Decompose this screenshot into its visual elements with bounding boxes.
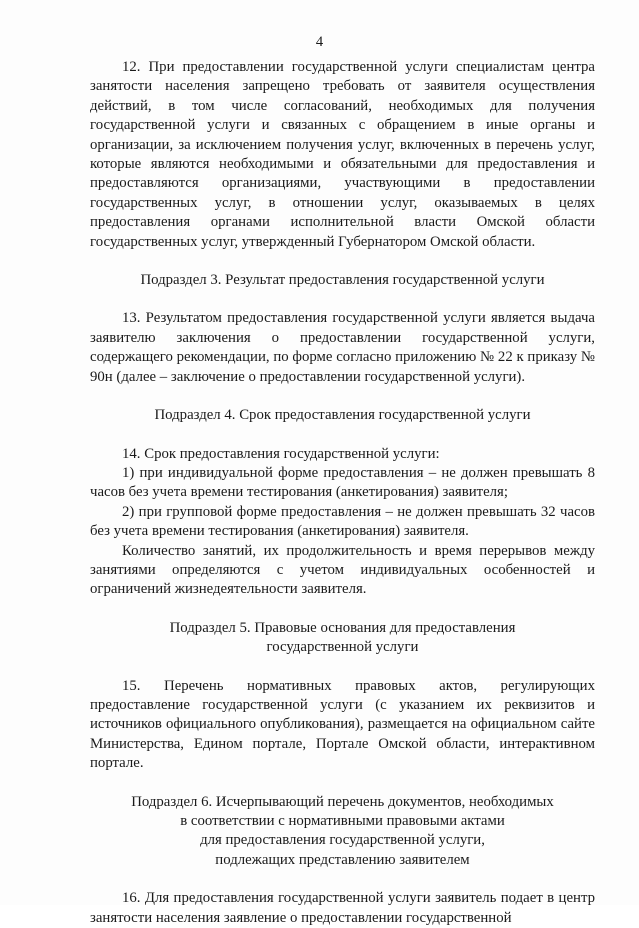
- subsection-6-heading-line-4: подлежащих представлению заявителем: [215, 851, 470, 868]
- subsection-4-heading: Подраздел 4. Срок предоставления государственной услуги: [154, 407, 531, 424]
- subsection-3-heading: Подраздел 3. Результат предоставления государственной услуги: [140, 272, 545, 289]
- subsection-6-heading-line-1: Подраздел 6. Исчерпывающий перечень документов, необходимых: [131, 793, 554, 810]
- paragraph-12: 12. При предоставлении государственной услуги специалистам центра занятости населения запрещено требовать от заявителя осуществления действий, в том числе согласований, необходимых для получения государственной услуги и связанных с обращением в иные органы и организации, за исключением получения услуг, включенных в перечень услуг, которые являются необходимыми и обязательными для предоставления и предоставляются организациями, участвующими в предоставлении государственных услуг, в отношении услуг, оказываемых в целях предоставления органами исполнительной власти Омской области государственных услуг, утвержденный Губернатором Омской области.: [90, 59, 595, 250]
- subsection-6-heading-line-2: в соответствии с нормативными правовыми актами: [180, 813, 505, 829]
- paragraph-16: 16. Для предоставления государственной услуги заявитель подает в центр занятости населения заявление о предоставлении государственной: [90, 890, 595, 926]
- subsection-5-heading: [90, 619, 595, 658]
- paragraph-14-lessons: Количество занятий, их продолжительность и время перерывов между занятиями определяются с учетом индивидуальных особенностей и ограничений жизнедеятельности заявителя.: [90, 542, 595, 598]
- subsection-5-heading-line-1: Подраздел 5. Правовые основания для предоставления: [169, 619, 516, 636]
- subsection-5-heading-line-2: государственной услуги: [266, 639, 419, 656]
- page-number: 4: [315, 34, 324, 50]
- paragraph-14-item-2: 2) при групповой форме предоставления – не должен превышать 32 часов без учета времени тестирования (анкетирования) заявителя.: [90, 503, 595, 540]
- paragraph-13: 13. Результатом предоставления государственной услуги является выдача заявителю заключения о предоставлении государственной услуги, содержащего рекомендации, по форме согласно приложению № 22 к приказу № 90н (далее – заключение о предоставлении государственной услуги).: [90, 310, 595, 385]
- subsection-6-heading-line-3: для предоставления государственной услуги,: [200, 832, 485, 849]
- paragraph-15: 15. Перечень нормативных правовых актов, регулирующих предоставление государственной услуги (с указанием их реквизитов и источников официального опубликования), размещается на официальном сайте Министерства, Едином портале, Портале Омской области, интерактивном портале.: [90, 677, 595, 772]
- paragraph-14: 14. Срок предоставления государственной услуги:: [122, 445, 440, 462]
- paragraph-14-item-1: 1) при индивидуальной форме предоставления – не должен превышать 8 часов без учета времени тестирования (анкетирования) заявителя;: [90, 464, 595, 501]
- subsection-6-heading: [90, 793, 595, 871]
- document-body: [90, 58, 595, 928]
